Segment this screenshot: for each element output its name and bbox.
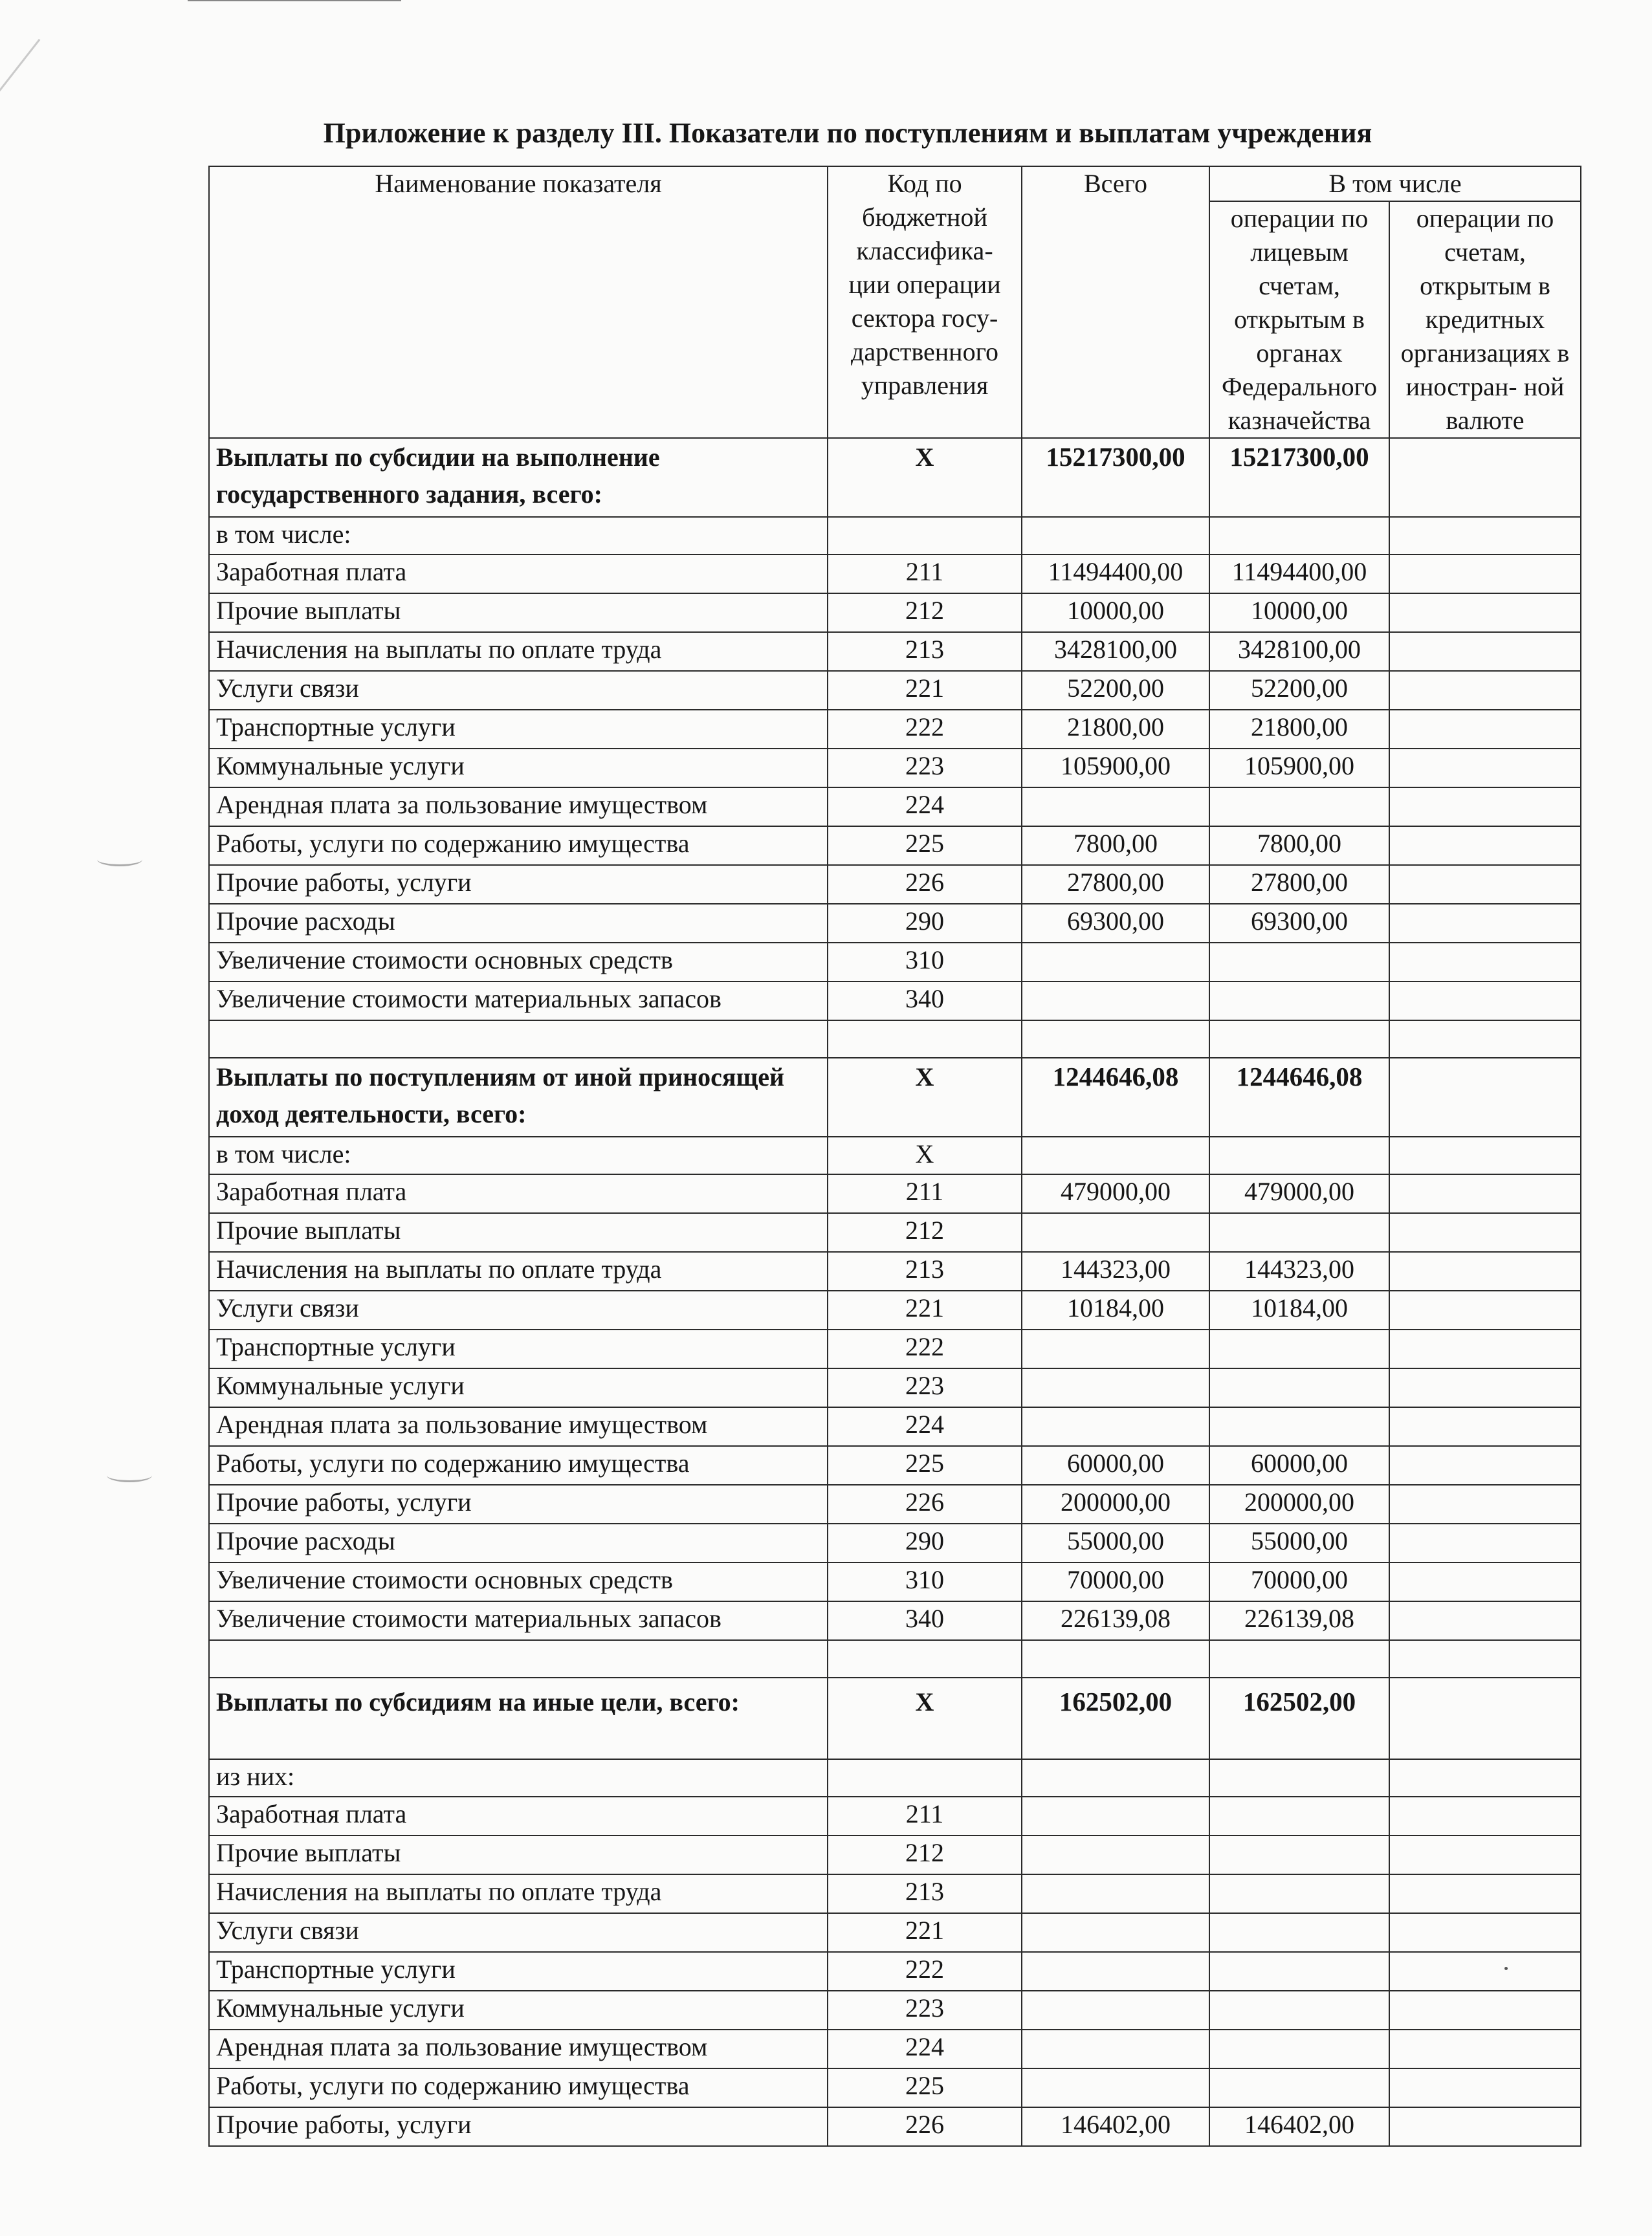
row-name: Арендная плата за пользование имуществом [209, 2030, 828, 2068]
section-heading-cur [1389, 438, 1581, 517]
row-total [1022, 1407, 1209, 1446]
row-fed [1209, 1913, 1389, 1952]
row-fed [1209, 2030, 1389, 2068]
row-name: Работы, услуги по содержанию имущества [209, 1446, 828, 1485]
row-code: 211 [828, 1174, 1022, 1213]
empty-cell [1022, 1020, 1209, 1058]
table-row [209, 671, 1581, 710]
row-name: Транспортные услуги [209, 1330, 828, 1368]
subheading-row [209, 1759, 1581, 1797]
header-code: Код по бюджетной классифика- ции операции сектора госу- дарственного управления [828, 166, 1022, 438]
row-total [1022, 1836, 1209, 1874]
row-cur [1389, 1836, 1581, 1874]
table-row [209, 749, 1581, 787]
row-name: Увеличение стоимости основных средств [209, 943, 828, 981]
row-cur [1389, 1446, 1581, 1485]
row-name: Увеличение стоимости материальных запасов [209, 1601, 828, 1640]
table-row [209, 1991, 1581, 2030]
table-row [209, 2030, 1581, 2068]
row-fed: 11494400,00 [1209, 554, 1389, 593]
row-fed: 3428100,00 [1209, 632, 1389, 671]
row-total: 3428100,00 [1022, 632, 1209, 671]
indicators-table [208, 166, 1581, 2147]
row-total: 60000,00 [1022, 1446, 1209, 1485]
row-fed: 52200,00 [1209, 671, 1389, 710]
row-code: 225 [828, 1446, 1022, 1485]
section-heading-total: 15217300,00 [1022, 438, 1209, 517]
row-code: 226 [828, 865, 1022, 904]
empty-cell [1022, 1640, 1209, 1678]
row-total [1022, 943, 1209, 981]
empty-cell [828, 1640, 1022, 1678]
row-code: 213 [828, 1252, 1022, 1291]
row-total: 52200,00 [1022, 671, 1209, 710]
row-total: 144323,00 [1022, 1252, 1209, 1291]
section-heading-name: Выплаты по субсидии на выполнение государственного задания, всего: [209, 438, 828, 517]
row-fed: 10184,00 [1209, 1291, 1389, 1330]
table-row [209, 1952, 1581, 1991]
row-total [1022, 2068, 1209, 2107]
header-group: В том числе [1209, 166, 1581, 201]
row-cur [1389, 2107, 1581, 2146]
row-total: 21800,00 [1022, 710, 1209, 749]
separator-row [209, 1640, 1581, 1678]
row-code: 224 [828, 787, 1022, 826]
row-name: Арендная плата за пользование имуществом [209, 1407, 828, 1446]
row-fed [1209, 1836, 1389, 1874]
table-row [209, 1252, 1581, 1291]
table-row [209, 1913, 1581, 1952]
row-fed [1209, 1991, 1389, 2030]
row-cur [1389, 826, 1581, 865]
table-row [209, 1601, 1581, 1640]
section-heading-cur [1389, 1678, 1581, 1759]
row-fed: 479000,00 [1209, 1174, 1389, 1213]
empty-cell [1209, 517, 1389, 554]
row-code: 222 [828, 710, 1022, 749]
row-cur [1389, 787, 1581, 826]
row-fed: 27800,00 [1209, 865, 1389, 904]
row-cur [1389, 1874, 1581, 1913]
header-fed: операции по лицевым счетам, открытым в органах Федерального казначейства [1209, 201, 1389, 438]
row-name: Прочие работы, услуги [209, 865, 828, 904]
punch-hole-mark [107, 1469, 152, 1482]
row-fed: 105900,00 [1209, 749, 1389, 787]
row-code: 310 [828, 943, 1022, 981]
row-name: Прочие расходы [209, 1524, 828, 1562]
section-heading-code: Х [828, 1678, 1022, 1759]
punch-hole-mark [97, 853, 142, 866]
row-fed [1209, 981, 1389, 1020]
row-total [1022, 1797, 1209, 1836]
section-heading-cur [1389, 1058, 1581, 1137]
row-cur [1389, 865, 1581, 904]
section-heading-name: Выплаты по поступлениям от иной приносящей доход деятельности, всего: [209, 1058, 828, 1137]
row-total: 69300,00 [1022, 904, 1209, 943]
empty-cell [1022, 1137, 1209, 1174]
row-name: Коммунальные услуги [209, 749, 828, 787]
row-fed [1209, 943, 1389, 981]
empty-cell [1389, 1759, 1581, 1797]
row-name: Работы, услуги по содержанию имущества [209, 826, 828, 865]
empty-cell [1209, 1640, 1389, 1678]
row-name: Услуги связи [209, 1913, 828, 1952]
row-fed [1209, 1213, 1389, 1252]
row-code: 213 [828, 1874, 1022, 1913]
row-total [1022, 1913, 1209, 1952]
row-cur [1389, 1952, 1581, 1991]
table-row [209, 1836, 1581, 1874]
table-row [209, 1797, 1581, 1836]
table-row [209, 1485, 1581, 1524]
row-name: Увеличение стоимости основных средств [209, 1562, 828, 1601]
row-name: Заработная плата [209, 1797, 828, 1836]
row-code: 290 [828, 904, 1022, 943]
row-total: 479000,00 [1022, 1174, 1209, 1213]
row-name: Начисления на выплаты по оплате труда [209, 632, 828, 671]
row-cur [1389, 1407, 1581, 1446]
table-row [209, 1291, 1581, 1330]
section-heading-total: 1244646,08 [1022, 1058, 1209, 1137]
table-row [209, 1407, 1581, 1446]
table-row [209, 943, 1581, 981]
table-row [209, 826, 1581, 865]
row-fed [1209, 2068, 1389, 2107]
scan-scratch [0, 39, 40, 182]
row-fed: 69300,00 [1209, 904, 1389, 943]
table-row [209, 1368, 1581, 1407]
row-name: Прочие расходы [209, 904, 828, 943]
subheading-label: в том числе: [209, 1137, 828, 1174]
row-total [1022, 1952, 1209, 1991]
document-title: Приложение к разделу III. Показатели по поступлениям и выплатам учреждения [323, 117, 1372, 149]
row-total: 105900,00 [1022, 749, 1209, 787]
section-heading-fed: 15217300,00 [1209, 438, 1389, 517]
section-heading-code: Х [828, 438, 1022, 517]
subheading-row [209, 1137, 1581, 1174]
row-code: 221 [828, 1291, 1022, 1330]
row-total [1022, 981, 1209, 1020]
row-cur [1389, 593, 1581, 632]
row-name: Прочие работы, услуги [209, 1485, 828, 1524]
table-body [209, 438, 1581, 2146]
table-row [209, 632, 1581, 671]
scan-edge-mark [188, 0, 401, 1]
row-cur [1389, 981, 1581, 1020]
table-row [209, 710, 1581, 749]
row-cur [1389, 554, 1581, 593]
row-fed: 144323,00 [1209, 1252, 1389, 1291]
row-cur [1389, 2030, 1581, 2068]
row-name: Заработная плата [209, 1174, 828, 1213]
subheading-code: Х [828, 1137, 1022, 1174]
row-name: Арендная плата за пользование имуществом [209, 787, 828, 826]
row-cur [1389, 710, 1581, 749]
row-fed [1209, 1797, 1389, 1836]
row-code: 224 [828, 1407, 1022, 1446]
table-row [209, 981, 1581, 1020]
empty-cell [1389, 1137, 1581, 1174]
row-name: Заработная плата [209, 554, 828, 593]
row-fed: 60000,00 [1209, 1446, 1389, 1485]
row-code: 212 [828, 593, 1022, 632]
header-name: Наименование показателя [209, 166, 828, 438]
row-cur [1389, 632, 1581, 671]
row-fed [1209, 1874, 1389, 1913]
row-total [1022, 1330, 1209, 1368]
row-code: 213 [828, 632, 1022, 671]
row-name: Работы, услуги по содержанию имущества [209, 2068, 828, 2107]
row-name: Транспортные услуги [209, 710, 828, 749]
row-name: Прочие выплаты [209, 1213, 828, 1252]
row-cur [1389, 1913, 1581, 1952]
row-cur [1389, 943, 1581, 981]
row-name: Начисления на выплаты по оплате труда [209, 1252, 828, 1291]
row-fed: 146402,00 [1209, 2107, 1389, 2146]
row-total: 226139,08 [1022, 1601, 1209, 1640]
row-name: Транспортные услуги [209, 1952, 828, 1991]
empty-cell [209, 1640, 828, 1678]
table-row [209, 865, 1581, 904]
table-row [209, 2068, 1581, 2107]
empty-cell [209, 1020, 828, 1058]
subheading-row [209, 517, 1581, 554]
row-cur [1389, 1485, 1581, 1524]
row-code: 212 [828, 1213, 1022, 1252]
row-cur [1389, 1368, 1581, 1407]
table-row [209, 1330, 1581, 1368]
section-heading-row [209, 1678, 1581, 1759]
row-cur [1389, 1524, 1581, 1562]
row-cur [1389, 1252, 1581, 1291]
row-cur [1389, 1330, 1581, 1368]
section-heading-row [209, 1058, 1581, 1137]
section-heading-total: 162502,00 [1022, 1678, 1209, 1759]
row-cur [1389, 1991, 1581, 2030]
row-code: 226 [828, 2107, 1022, 2146]
row-code: 223 [828, 1368, 1022, 1407]
table-row [209, 1446, 1581, 1485]
subheading-label: в том числе: [209, 517, 828, 554]
row-cur [1389, 1213, 1581, 1252]
table-row [209, 787, 1581, 826]
table-row [209, 1562, 1581, 1601]
empty-cell [1209, 1759, 1389, 1797]
table-row [209, 1213, 1581, 1252]
table-row [209, 904, 1581, 943]
row-fed [1209, 1952, 1389, 1991]
subheading-code [828, 517, 1022, 554]
row-total: 27800,00 [1022, 865, 1209, 904]
empty-cell [1389, 517, 1581, 554]
section-heading-row [209, 438, 1581, 517]
row-fed: 7800,00 [1209, 826, 1389, 865]
row-code: 221 [828, 671, 1022, 710]
row-cur [1389, 2068, 1581, 2107]
row-fed [1209, 787, 1389, 826]
row-cur [1389, 1562, 1581, 1601]
row-fed: 55000,00 [1209, 1524, 1389, 1562]
row-cur [1389, 1797, 1581, 1836]
row-total [1022, 1368, 1209, 1407]
row-cur [1389, 1601, 1581, 1640]
row-code: 226 [828, 1485, 1022, 1524]
row-code: 212 [828, 1836, 1022, 1874]
row-code: 223 [828, 1991, 1022, 2030]
empty-cell [1022, 1759, 1209, 1797]
section-heading-fed: 162502,00 [1209, 1678, 1389, 1759]
subheading-code [828, 1759, 1022, 1797]
table-row [209, 1524, 1581, 1562]
row-total [1022, 1213, 1209, 1252]
row-code: 211 [828, 554, 1022, 593]
row-code: 340 [828, 981, 1022, 1020]
row-fed [1209, 1330, 1389, 1368]
row-fed: 226139,08 [1209, 1601, 1389, 1640]
row-code: 221 [828, 1913, 1022, 1952]
separator-row [209, 1020, 1581, 1058]
row-code: 225 [828, 826, 1022, 865]
row-fed: 200000,00 [1209, 1485, 1389, 1524]
row-total: 200000,00 [1022, 1485, 1209, 1524]
row-total: 10000,00 [1022, 593, 1209, 632]
row-cur [1389, 904, 1581, 943]
row-name: Коммунальные услуги [209, 1991, 828, 2030]
row-name: Прочие работы, услуги [209, 2107, 828, 2146]
subheading-label: из них: [209, 1759, 828, 1797]
table-row [209, 593, 1581, 632]
row-fed: 10000,00 [1209, 593, 1389, 632]
empty-cell [1389, 1640, 1581, 1678]
row-cur [1389, 749, 1581, 787]
empty-cell [1209, 1020, 1389, 1058]
row-total: 55000,00 [1022, 1524, 1209, 1562]
section-heading-code: Х [828, 1058, 1022, 1137]
row-total: 70000,00 [1022, 1562, 1209, 1601]
row-total: 7800,00 [1022, 826, 1209, 865]
row-code: 222 [828, 1330, 1022, 1368]
row-total [1022, 2030, 1209, 2068]
row-total: 11494400,00 [1022, 554, 1209, 593]
row-cur [1389, 671, 1581, 710]
empty-cell [1389, 1020, 1581, 1058]
row-name: Услуги связи [209, 671, 828, 710]
empty-cell [828, 1020, 1022, 1058]
row-total: 10184,00 [1022, 1291, 1209, 1330]
row-total: 146402,00 [1022, 2107, 1209, 2146]
row-code: 222 [828, 1952, 1022, 1991]
table-row [209, 554, 1581, 593]
row-fed [1209, 1368, 1389, 1407]
table-row [209, 1174, 1581, 1213]
row-total [1022, 1991, 1209, 2030]
row-total [1022, 1874, 1209, 1913]
section-heading-name: Выплаты по субсидиям на иные цели, всего: [209, 1678, 828, 1759]
row-name: Прочие выплаты [209, 1836, 828, 1874]
row-code: 290 [828, 1524, 1022, 1562]
row-cur [1389, 1291, 1581, 1330]
row-total [1022, 787, 1209, 826]
row-name: Прочие выплаты [209, 593, 828, 632]
row-fed [1209, 1407, 1389, 1446]
row-code: 225 [828, 2068, 1022, 2107]
row-cur [1389, 1174, 1581, 1213]
table-row [209, 2107, 1581, 2146]
empty-cell [1022, 517, 1209, 554]
row-code: 224 [828, 2030, 1022, 2068]
row-code: 310 [828, 1562, 1022, 1601]
table-row [209, 1874, 1581, 1913]
row-name: Коммунальные услуги [209, 1368, 828, 1407]
row-fed: 70000,00 [1209, 1562, 1389, 1601]
row-name: Начисления на выплаты по оплате труда [209, 1874, 828, 1913]
header-total: Всего [1022, 166, 1209, 438]
row-code: 211 [828, 1797, 1022, 1836]
row-code: 223 [828, 749, 1022, 787]
row-fed: 21800,00 [1209, 710, 1389, 749]
row-code: 340 [828, 1601, 1022, 1640]
empty-cell [1209, 1137, 1389, 1174]
row-name: Увеличение стоимости материальных запасов [209, 981, 828, 1020]
row-name: Услуги связи [209, 1291, 828, 1330]
section-heading-fed: 1244646,08 [1209, 1058, 1389, 1137]
header-cur: операции по счетам, открытым в кредитных организациях в иностран- ной валюте [1389, 201, 1581, 438]
